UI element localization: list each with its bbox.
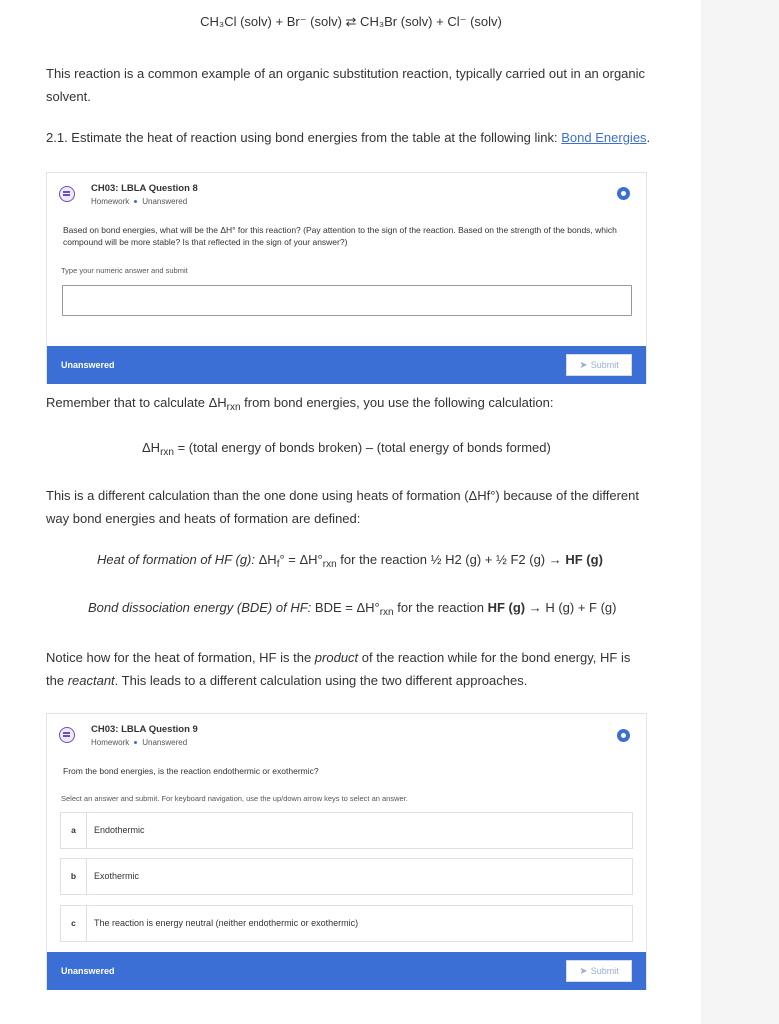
option-letter: c bbox=[61, 906, 87, 941]
question-text: From the bond energies, is the reaction endothermic or exothermic? bbox=[63, 766, 319, 776]
answer-hint: Type your numeric answer and submit bbox=[61, 266, 188, 275]
question-title: CH03: LBLA Question 9 bbox=[91, 724, 198, 735]
send-arrow-icon: ➤ bbox=[579, 360, 588, 371]
subscript-rxn: rxn bbox=[226, 402, 241, 413]
notice-product: product bbox=[314, 650, 359, 665]
question-card-9 bbox=[46, 713, 647, 990]
question-text: Based on bond energies, what will be the ΔH° for this reaction? (Pay attention to the sign of the reaction. Based on the strength of the bonds, which compound will be more stable? Is that reflected in the sign of your answer?) bbox=[63, 225, 617, 247]
numeric-answer-input[interactable] bbox=[62, 285, 632, 316]
remember-text-end: from bond energies, you use the following calculation: bbox=[240, 395, 554, 410]
bde-expr: BDE = ΔH° bbox=[311, 600, 380, 615]
notice-text: . This leads to a different calculation using the two different approaches. bbox=[114, 673, 528, 688]
bde-expr: for the reaction bbox=[393, 600, 488, 615]
bde-sub-rxn: rxn bbox=[379, 607, 394, 618]
submit-label: Submit bbox=[590, 360, 619, 370]
answer-hint: Select an answer and submit. For keyboard navigation, use the up/down arrow keys to select an answer. bbox=[61, 794, 408, 803]
option-letter: b bbox=[61, 859, 87, 894]
formula-delta: ΔH bbox=[142, 440, 161, 455]
question-status: Unanswered bbox=[142, 738, 188, 747]
formula-subscript: rxn bbox=[160, 447, 174, 458]
question-title: CH03: LBLA Question 8 bbox=[91, 183, 198, 194]
separator-dot bbox=[134, 200, 137, 203]
notice-reactant: reactant bbox=[67, 673, 115, 688]
bond-energies-link[interactable]: Bond Energies bbox=[561, 130, 647, 145]
question-status-bar bbox=[47, 952, 646, 990]
hof-expr: ΔH bbox=[255, 552, 277, 567]
step-text: 2.1. Estimate the heat of reaction using bond energies from the table at the following link: bbox=[46, 130, 562, 145]
different-calc-paragraph: This is a different calculation than the one done using heats of formation (ΔHf°) because of the different way bond energies and heats of formation are defined: bbox=[46, 488, 639, 526]
submit-button[interactable] bbox=[566, 960, 632, 982]
status-bar-label: Unanswered bbox=[61, 966, 115, 976]
bde-reactant: HF (g) bbox=[487, 600, 526, 615]
hof-sub-rxn: rxn bbox=[322, 559, 337, 570]
answer-option-a[interactable] bbox=[60, 812, 633, 849]
right-side-panel bbox=[701, 0, 779, 1024]
question-bubble-icon bbox=[59, 186, 75, 202]
submit-label: Submit bbox=[590, 966, 619, 976]
reaction-equation: CH₃Cl (solv) + Br⁻ (solv) ⇄ CH₃Br (solv) + Cl⁻ (solv) bbox=[200, 14, 502, 29]
hof-label: Heat of formation of HF (g): bbox=[97, 552, 255, 567]
step-text-end: . bbox=[646, 130, 651, 145]
submit-button[interactable] bbox=[566, 354, 632, 376]
hof-expr: for the reaction ½ H2 (g) + ½ F2 (g) → bbox=[336, 552, 566, 567]
hof-product: HF (g) bbox=[565, 552, 603, 567]
status-bar-label: Unanswered bbox=[61, 360, 115, 370]
send-arrow-icon: ➤ bbox=[579, 966, 588, 977]
option-text: Endothermic bbox=[94, 825, 145, 835]
answer-option-c[interactable] bbox=[60, 905, 633, 942]
question-type: Homework bbox=[91, 738, 130, 747]
hof-expr: ° = ΔH° bbox=[279, 552, 323, 567]
add-circle-icon[interactable] bbox=[617, 187, 630, 200]
notice-text: of the reaction while for the bond energy, HF is the bbox=[46, 650, 631, 688]
question-status: Unanswered bbox=[142, 197, 188, 206]
question-card-8 bbox=[46, 172, 647, 384]
question-meta bbox=[91, 197, 187, 206]
add-circle-icon[interactable] bbox=[617, 729, 630, 742]
remember-text: Remember that to calculate ΔH bbox=[46, 395, 227, 410]
intro-paragraph: This reaction is a common example of an organic substitution reaction, typically carried out in an organic solvent. bbox=[46, 66, 646, 104]
option-letter: a bbox=[61, 813, 87, 848]
delta-h-formula bbox=[142, 440, 551, 458]
notice-paragraph bbox=[46, 646, 646, 692]
hof-sub-f: f bbox=[276, 559, 280, 570]
remember-paragraph bbox=[46, 391, 656, 419]
heat-of-formation-line bbox=[97, 552, 603, 570]
bde-expr: → H (g) + F (g) bbox=[525, 600, 617, 615]
formula-body: = (total energy of bonds broken) – (total energy of bonds formed) bbox=[173, 440, 551, 455]
question-bubble-icon bbox=[59, 727, 75, 743]
question-meta bbox=[91, 738, 187, 747]
option-text: Exothermic bbox=[94, 871, 140, 881]
step-instruction bbox=[46, 126, 666, 149]
question-status-bar bbox=[47, 346, 646, 384]
separator-dot bbox=[134, 741, 137, 744]
option-text: The reaction is energy neutral (neither endothermic or exothermic) bbox=[94, 918, 359, 928]
question-type: Homework bbox=[91, 197, 130, 206]
bde-label: Bond dissociation energy (BDE) of HF: bbox=[88, 600, 312, 615]
bond-dissociation-line bbox=[88, 600, 617, 618]
notice-text: Notice how for the heat of formation, HF is the bbox=[46, 650, 315, 665]
answer-option-b[interactable] bbox=[60, 858, 633, 895]
